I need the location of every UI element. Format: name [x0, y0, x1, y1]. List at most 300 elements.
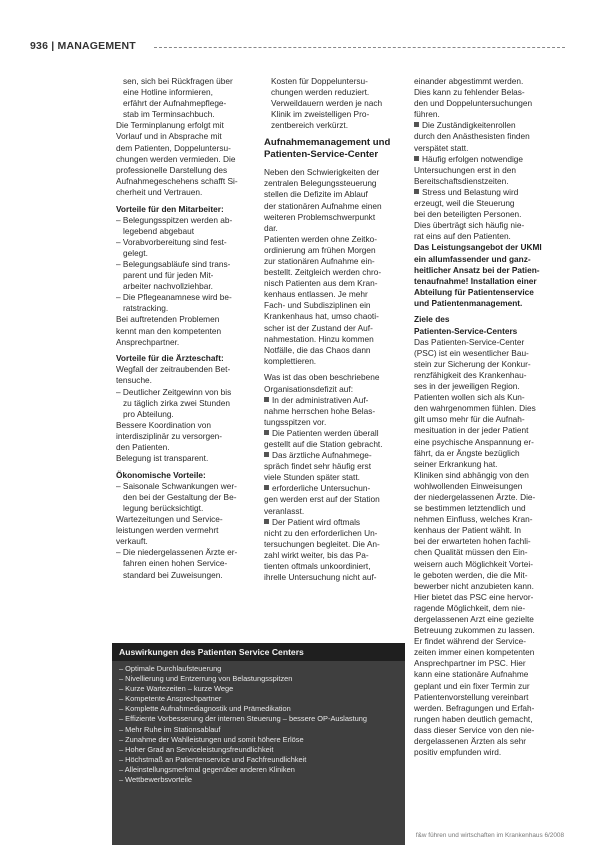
line-text: bestellt. Zeitgleich werden chro- [264, 267, 382, 278]
bold-text-line [414, 326, 564, 337]
text-line [264, 384, 402, 395]
line-text: wohlwollenden Einweisungen [414, 480, 523, 491]
text-line [264, 417, 402, 428]
line-text: Vorteile für die Ärzteschaft: [116, 353, 224, 364]
line-text: Häufig erfolgen notwendige [422, 153, 524, 164]
line-text: erforderliche Untersuchun- [272, 483, 371, 494]
text-line [414, 636, 564, 647]
line-text: viele Stunden später statt. [264, 472, 360, 483]
square-bullet-icon [264, 397, 269, 402]
text-line [414, 681, 564, 692]
line-text: nehmen Einfluss, welches Kran- [414, 514, 533, 525]
line-text: einander abgestimmt werden. [414, 76, 524, 86]
line-text: arbeiter nachvollziehbar. [123, 281, 213, 292]
text-line [264, 334, 402, 345]
line-text: den Patienten. [116, 442, 170, 452]
line-text: Krankenhaus hat, umso chaoti- [264, 311, 379, 322]
info-box-item: – Zunahme der Wahlleistungen und somit höhere Erlöse [119, 734, 304, 744]
line-text: weisern auch Möglichkeit Vortei- [414, 558, 533, 569]
line-text: ordinierung am frühen Morgen [264, 244, 376, 255]
info-box-item: – Effiziente Vorbesserung der internen Steuerung – bessere OP-Auslastung [119, 714, 368, 724]
text-line [116, 547, 252, 558]
text-line [414, 209, 564, 220]
text-line [414, 131, 564, 142]
text-line [414, 109, 564, 120]
text-line [116, 237, 252, 248]
text-column-1 [116, 76, 252, 581]
text-line [414, 714, 564, 725]
text-line [116, 558, 252, 569]
line-text: stab im Terminsachbuch. [123, 109, 215, 120]
info-box-effects [112, 643, 405, 845]
line-text: chungen werden reduziert. [271, 87, 370, 98]
text-line [414, 747, 564, 758]
text-line [414, 658, 564, 669]
text-line [116, 492, 252, 503]
text-line [414, 76, 564, 87]
line-text: renzfähigkeit des Krankenhau- [414, 369, 527, 380]
text-line [414, 370, 564, 381]
line-text: Vorteile für den Mitarbeiter: [116, 203, 224, 214]
text-line [264, 267, 402, 278]
square-bullet-icon [414, 122, 419, 127]
text-line [264, 483, 402, 494]
line-text: den und Doppeluntersuchungen [414, 98, 533, 109]
line-text: standard bei Zuweisungen. [123, 569, 223, 580]
bold-text-line [116, 470, 252, 481]
section-heading-line [264, 137, 402, 149]
text-line [414, 459, 564, 470]
text-line [264, 561, 402, 572]
text-line [414, 503, 564, 514]
info-box-item: – Optimale Durchlaufsteuerung [119, 664, 222, 673]
line-text: legung berücksichtigt. [123, 502, 204, 513]
text-line [116, 281, 252, 292]
line-text: Organisationsdefizit auf: [264, 383, 354, 394]
line-text: Betreuung zukommen zu lassen. [414, 625, 535, 636]
line-text: rat eins auf den Patienten. [414, 231, 511, 242]
text-line [414, 481, 564, 492]
line-text: Er findet während der Service- [414, 636, 527, 647]
text-line [264, 212, 402, 223]
text-line [414, 547, 564, 558]
line-text: legebend abgebaut [123, 225, 195, 236]
line-text: ratstracking. [123, 303, 169, 314]
text-line [116, 398, 252, 409]
text-line [116, 176, 252, 187]
text-line [414, 603, 564, 614]
text-line [116, 570, 252, 581]
line-text: Dies überträgt sich häufig nie- [414, 220, 525, 231]
line-text: sen, sich bei Rückfragen über [123, 76, 233, 86]
line-text: verkauft. [116, 536, 148, 547]
text-line [116, 154, 252, 165]
line-text: Bereitschaftsdienstzeiten. [414, 175, 509, 186]
page-footer: f&w führen und wirtschaften im Krankenhaus 6/2008 [415, 832, 564, 839]
line-text: eine psychische Anspannung er- [414, 436, 534, 447]
line-text: nisch Patienten aus dem Kran- [264, 278, 378, 289]
square-bullet-icon [264, 485, 269, 490]
bold-text-line [414, 254, 564, 265]
text-line [116, 525, 252, 536]
text-line [414, 669, 564, 680]
square-bullet-icon [264, 519, 269, 524]
line-text: Abteilung für Patientenservice [414, 286, 534, 297]
line-text: spräch findet sehr häufig erst [264, 461, 371, 472]
text-line [116, 248, 252, 259]
text-line [414, 198, 564, 209]
line-text: gen werden erst auf der Station [264, 494, 380, 505]
line-text: Die Patienten werden überall [272, 427, 379, 438]
line-text: zeiten immer einen kompetenten [414, 647, 535, 658]
line-text: Patientenvorstellung vereinbart [414, 691, 529, 702]
line-text: Was ist das oben beschriebene [264, 372, 380, 383]
text-line [414, 143, 564, 154]
line-text: In der administrativen Auf- [272, 394, 369, 405]
text-line [414, 381, 564, 392]
text-line [414, 625, 564, 636]
text-line [116, 226, 252, 237]
text-line [116, 337, 252, 348]
text-line [264, 572, 402, 583]
info-box-item: – Alleinstellungsmerkmal gegenüber anderen Kliniken [119, 764, 295, 774]
line-text: mesituation in der jeder Patient [414, 425, 529, 436]
text-line [264, 245, 402, 256]
info-box-item: – Nivellierung und Entzerrung von Belastungsspitzen [119, 674, 293, 684]
line-text: leistungen werden vermehrt [116, 525, 219, 536]
page-number-section-label: 936 | MANAGEMENT [30, 40, 136, 52]
line-text: Stress und Belastung wird [422, 186, 519, 197]
line-text: nahme herrschen hohe Belas- [264, 405, 376, 416]
text-line [116, 314, 252, 325]
text-line [264, 517, 402, 528]
line-text: gilt umso mehr für die Aufnah- [414, 414, 525, 425]
text-line [414, 154, 564, 165]
page-header [30, 40, 565, 54]
text-line [116, 187, 252, 198]
bold-text-line [414, 287, 564, 298]
text-line [116, 98, 252, 109]
text-line [414, 87, 564, 98]
line-text: rungen haben deutlich gemacht, [414, 713, 533, 724]
line-text: seiner Erkrankung hat. [414, 458, 498, 469]
text-line [264, 120, 402, 131]
line-text: tensuche. [116, 375, 152, 386]
line-text: werden. Befragungen und Erfah- [414, 702, 535, 713]
bold-text-line [414, 314, 564, 325]
text-line [116, 387, 252, 398]
text-line [116, 143, 252, 154]
text-line [264, 461, 402, 472]
text-line [264, 372, 402, 383]
line-text: gelegt. [123, 247, 148, 258]
text-line [414, 120, 564, 131]
info-box-item: – Kompetente Ansprechpartner [119, 694, 222, 704]
text-line [414, 176, 564, 187]
line-text: – Belegungsspitzen werden ab- [116, 214, 233, 225]
bold-text-line [414, 265, 564, 276]
line-text: Bei auftretenden Problemen [116, 314, 220, 325]
line-text: interdisziplinär zu versorgen- [116, 430, 223, 441]
line-text: Patienten-Service-Center [264, 149, 379, 161]
text-line [414, 337, 564, 348]
line-text: dem Patienten, Doppeluntersu- [116, 142, 231, 153]
text-line [264, 494, 402, 505]
line-text: Neben den Schwierigkeiten der [264, 167, 380, 178]
text-line [264, 256, 402, 267]
line-text: nicht zu den erforderlichen Un- [264, 527, 378, 538]
line-text: le geboten werden, die die Mit- [414, 569, 528, 580]
square-bullet-icon [264, 430, 269, 435]
line-text: ein allumfassender und ganz- [414, 253, 531, 264]
text-line [116, 76, 252, 87]
line-text: Vorlauf und in Absprache mit [116, 131, 222, 142]
line-text: den bei der Gestaltung der Be- [123, 491, 237, 502]
text-line [116, 120, 252, 131]
line-text: kennt man den kompetenten [116, 325, 222, 336]
line-text: Untersuchungen erst in den [414, 164, 516, 175]
line-text: erfährt der Aufnahmepflege- [123, 98, 227, 109]
line-text: bewerber nicht anzubieten kann. [414, 580, 534, 591]
text-line [264, 98, 402, 109]
info-box-title: Auswirkungen des Patienten Service Centers [112, 643, 405, 661]
text-line [264, 87, 402, 98]
line-text: Ansprechpartner im PSC. Hier [414, 658, 526, 669]
text-line [414, 470, 564, 481]
line-text: Belegung ist transparent. [116, 453, 209, 464]
line-text: Kosten für Doppeluntersu- [271, 76, 368, 86]
text-line [414, 592, 564, 603]
text-line [414, 559, 564, 570]
line-text: Ansprechpartner. [116, 336, 180, 347]
square-bullet-icon [414, 156, 419, 161]
text-line [414, 614, 564, 625]
text-line [116, 514, 252, 525]
text-line [414, 98, 564, 109]
line-text: stellen die Defizite im Ablauf [264, 189, 368, 200]
line-text: dar. [264, 222, 278, 233]
text-line [264, 539, 402, 550]
line-text: Dies kann zu fehlender Belas- [414, 87, 525, 98]
text-line [264, 528, 402, 539]
text-line [264, 167, 402, 178]
text-line [414, 736, 564, 747]
text-line [264, 356, 402, 367]
line-text: tungsspitzen vor. [264, 416, 327, 427]
line-text: und Patientenmanagement. [414, 297, 523, 308]
square-bullet-icon [264, 452, 269, 457]
text-line [264, 439, 402, 450]
line-text: ses in der jeweiligen Region. [414, 381, 520, 392]
line-text: – Vorabvorbereitung sind fest- [116, 236, 227, 247]
line-text: Wartezeitungen und Service- [116, 514, 223, 525]
line-text: geplant und ein fixer Termin zur [414, 680, 530, 691]
text-line [116, 409, 252, 420]
line-text: fährt, da er Ängste bezüglich [414, 447, 520, 458]
line-text: bei den beteiligten Personen. [414, 209, 522, 220]
header-rule [154, 47, 565, 48]
text-line [116, 442, 252, 453]
text-line [414, 536, 564, 547]
line-text: nahmestation. Hinzu kommen [264, 333, 374, 344]
text-line [116, 292, 252, 303]
line-text: se bestimmen letztendlich und [414, 503, 526, 514]
line-text: Patienten wollen sich als Kun- [414, 392, 525, 403]
line-text: kenhaus entlassen. Je mehr [264, 289, 368, 300]
line-text: der stationären Aufnahme einen [264, 200, 382, 211]
line-text: kann eine stationäre Aufnahme [414, 669, 529, 680]
line-text: komplettieren. [264, 355, 317, 366]
text-line [414, 220, 564, 231]
text-line [414, 348, 564, 359]
line-text: Notfälle, die das Chaos dann [264, 344, 371, 355]
text-line [414, 359, 564, 370]
line-text: Aufnahmegeschehens schafft Si- [116, 175, 238, 186]
line-text: positiv empfunden wird. [414, 747, 502, 758]
text-line [414, 703, 564, 714]
text-line [264, 323, 402, 334]
bold-text-line [116, 353, 252, 364]
line-text: ihrelle Untersuchung nicht auf- [264, 572, 377, 583]
line-text: (PSC) ist ein wesentlicher Bau- [414, 347, 529, 358]
line-text: Kliniken sind abhängig von den [414, 469, 529, 480]
line-text: verspätet statt. [414, 142, 469, 153]
line-text: Fach- und Subdisziplinen ein [264, 300, 371, 311]
line-text: dergelassenen Ärzten als sehr [414, 736, 527, 747]
line-text: zentbereich verkürzt. [271, 120, 349, 131]
text-line [264, 506, 402, 517]
line-text: Die Terminplanung erfolgt mit [116, 120, 224, 131]
line-text: – Die Pflegeanamnese wird be- [116, 292, 232, 303]
line-text: der niedergelassenen Ärzte. Die- [414, 491, 536, 502]
line-text: tersuchungen begleitet. Die An- [264, 538, 380, 549]
text-line [264, 472, 402, 483]
text-line [116, 375, 252, 386]
line-text: zentralen Belegungssteuerung [264, 178, 377, 189]
line-text: bei der erwarteten hohen fachli- [414, 536, 531, 547]
text-line [414, 425, 564, 436]
line-text: Klinik im zweistelligen Pro- [271, 109, 370, 120]
text-line [116, 87, 252, 98]
line-text: scher ist der Zustand der Auf- [264, 322, 373, 333]
text-line [414, 392, 564, 403]
line-text: – Belegungsabläufe sind trans- [116, 259, 231, 269]
text-line [414, 525, 564, 536]
line-text: Patienten-Service-Centers [414, 325, 518, 336]
line-text: durch den Anästhesisten finden [414, 131, 530, 142]
text-line [116, 165, 252, 176]
text-line [116, 420, 252, 431]
text-line [116, 431, 252, 442]
line-text: kenhaus der Patient wählt. In [414, 525, 522, 536]
info-box-item: – Komplette Aufnahmediagnostik und Prämedikation [119, 704, 291, 714]
line-text: ragende Möglichkeit, dem nie- [414, 602, 526, 613]
text-line [414, 581, 564, 592]
bold-text-line [414, 276, 564, 287]
text-line [116, 303, 252, 314]
text-line [264, 550, 402, 561]
info-box-item: – Wettbewerbsvorteile [119, 775, 192, 785]
text-line [414, 414, 564, 425]
text-column-2 [264, 76, 402, 583]
line-text: pro Abteilung. [123, 408, 174, 419]
text-line [264, 109, 402, 120]
text-line [414, 437, 564, 448]
line-text: Ziele des [414, 314, 450, 325]
text-line [264, 289, 402, 300]
line-text: – Deutlicher Zeitgewinn von bis [116, 386, 232, 397]
line-text: Das Patienten-Service-Center [414, 336, 525, 347]
text-line [116, 131, 252, 142]
line-text: Bessere Koordination von [116, 419, 212, 430]
line-text: tenaufnahme! Installation einer [414, 275, 537, 286]
info-box-item: – Höchstmaß an Patientenservice und Fachfreundlichkeit [119, 754, 307, 764]
text-line [414, 647, 564, 658]
text-line [264, 428, 402, 439]
text-column-3 [414, 76, 564, 758]
line-text: dass dieser Service von den nie- [414, 724, 535, 735]
text-line [414, 187, 564, 198]
text-line [116, 481, 252, 492]
line-text: erzeugt, weil die Steuerung [414, 198, 515, 209]
text-line [414, 514, 564, 525]
square-bullet-icon [414, 189, 419, 194]
line-text: tienten oftmals unkoordiniert, [264, 561, 371, 572]
line-text: Die Zuständigkeitenrollen [422, 120, 516, 131]
text-line [116, 259, 252, 270]
line-text: weiteren Problemschwerpunkt [264, 211, 376, 222]
line-text: parent und für jeden Mit- [123, 270, 214, 281]
text-line [264, 76, 402, 87]
text-line [264, 178, 402, 189]
text-line [264, 201, 402, 212]
text-line [414, 165, 564, 176]
line-text: Wegfall der zeitraubenden Bet- [116, 364, 231, 375]
text-line [264, 278, 402, 289]
line-text: führen. [414, 109, 440, 120]
line-text: Das ärztliche Aufnahmege- [272, 450, 372, 461]
bold-text-line [116, 204, 252, 215]
text-line [116, 270, 252, 281]
line-text: zahl wirkt weiter, bis das Pa- [264, 549, 369, 560]
text-line [414, 448, 564, 459]
line-text: den wahrgenommen fühlen. Dies [414, 403, 536, 414]
text-line [414, 725, 564, 736]
info-box-item: – Mehr Ruhe im Stationsablauf [119, 724, 221, 734]
line-text: veranlasst. [264, 505, 305, 516]
line-text: chen Qualität müssen den Ein- [414, 547, 528, 558]
line-text: dergelassenen Arzt eine gezielte [414, 614, 534, 624]
text-line [414, 492, 564, 503]
info-box-item: – Kurze Wartezeiten – kurze Wege [119, 684, 234, 694]
text-line [116, 503, 252, 514]
bold-text-line [414, 298, 564, 309]
line-text: chungen werden vermieden. Die [116, 153, 236, 164]
text-line [414, 403, 564, 414]
text-line [264, 234, 402, 245]
text-line [264, 311, 402, 322]
line-text: zur stationären Aufnahme ein- [264, 256, 375, 266]
line-text: Patienten werden ohne Zeitko- [264, 233, 378, 244]
line-text: Das Leistungsangebot der UKMI [414, 242, 542, 253]
line-text: Hier bietet das PSC eine hervor- [414, 591, 534, 602]
info-box-list [112, 661, 405, 785]
text-line [264, 300, 402, 311]
text-line [414, 692, 564, 703]
line-text: Ökonomische Vorteile: [116, 469, 206, 480]
text-line [264, 223, 402, 234]
text-line [264, 450, 402, 461]
